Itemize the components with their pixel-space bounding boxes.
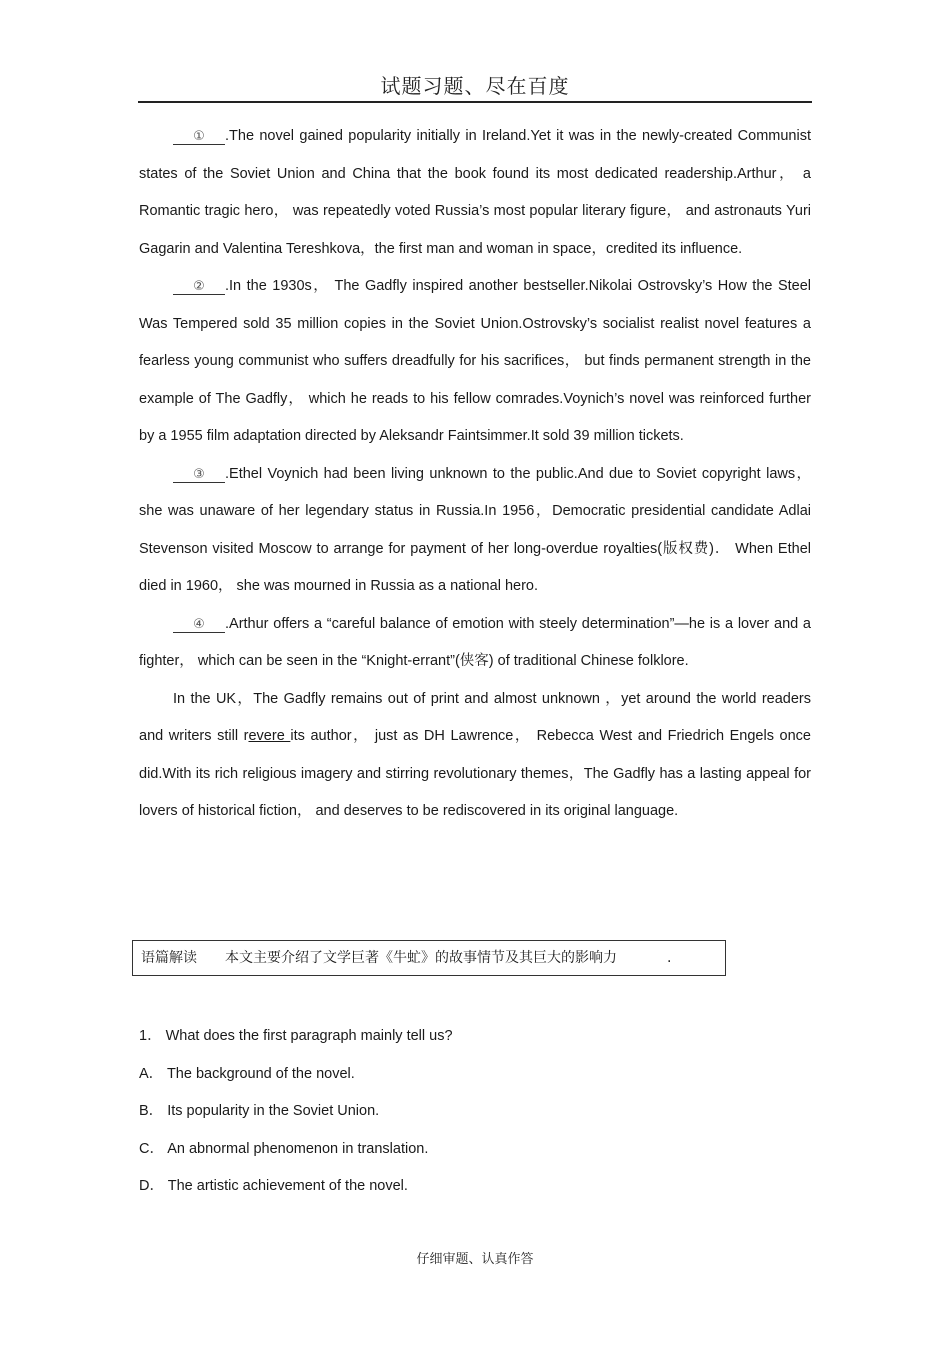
question-block: [139, 1018, 811, 1206]
summary-text: 本文主要介绍了文学巨著《牛虻》的故事情节及其巨大的影响力: [225, 950, 617, 966]
header-divider: [138, 101, 812, 103]
paragraph-2: [139, 268, 811, 456]
page-header-title: 试题习题、尽在百度: [380, 74, 570, 98]
paragraph-2-text: .In the 1930s， The Gadfly inspired another bestseller.Nikolai Ostrovsky’s How the Steel Was Tempered sold 35 million copies in the Soviet Union.Ostrovsky’s socialist realist novel features a fearless young communist who suffers dreadfully for his sacrifices， but finds permanent strength in the example of The Gadfly， which he reads to his fellow comrades.Voynich’s novel was reinforced further by a 1955 film adaptation directed by Aleksandr Faintsimmer.It sold 39 million tickets.: [139, 278, 811, 444]
paragraph-1-text: .The novel gained popularity initially in Ireland.Yet it was in the newly-created Communist states of the Soviet Union and China that the book found its most dedicated readership.Arthur， a Romantic tragic hero， was repeatedly voted Russia’s most popular literary figure， and astronauts Yuri Gagarin and Valentina Tereshkova，the first man and woman in space，credited its influence.: [139, 128, 811, 257]
blank-2[interactable]: ②: [173, 278, 225, 295]
page-footer: 仔细审题、认真作答: [416, 1252, 534, 1267]
summary-end: .: [667, 950, 672, 966]
summary-box: [132, 940, 726, 976]
paragraph-3: [139, 456, 811, 606]
underlined-word: evere: [248, 728, 291, 744]
summary-tag: 语篇解读: [141, 950, 197, 966]
question-stem: 1． What does the first paragraph mainly tell us?: [139, 1028, 453, 1044]
paragraph-4: [139, 606, 811, 681]
article-body: [139, 118, 811, 831]
paragraph-5-text-before: In the UK，The Gadfly remains out of print and almost unknown ，yet around the world readers and writers still r: [139, 690, 811, 744]
paragraph-4-text: .Arthur offers a “careful balance of emotion with steely determination”—he is a lover and a fighter， which can be seen in the “Knight-errant”(侠客) of traditional Chinese folklore.: [139, 615, 811, 669]
paragraph-1: [139, 118, 811, 268]
option-b[interactable]: B． Its popularity in the Soviet Union.: [139, 1103, 380, 1119]
option-a[interactable]: A． The background of the novel.: [139, 1065, 355, 1082]
option-d[interactable]: D． The artistic achievement of the novel.: [139, 1178, 408, 1194]
blank-1[interactable]: ①: [173, 128, 225, 145]
blank-3[interactable]: ③: [173, 466, 225, 483]
paragraph-5: [139, 681, 811, 831]
option-c[interactable]: C． An abnormal phenomenon in translation.: [139, 1140, 429, 1157]
paragraph-5-text-after: its author， just as DH Lawrence， Rebecca West and Friedrich Engels once did.With its rich religious imagery and stirring revolutionary themes，The Gadfly has a lasting appeal for lovers of historical fiction， and deserves to be rediscovered in its original language.: [139, 728, 811, 819]
paragraph-3-text: .Ethel Voynich had been living unknown to the public.And due to Soviet copyright laws，she was unaware of her legendary status in Russia.In 1956，Democratic presidential candidate Adlai Stevenson visited Moscow to arrange for payment of her long-overdue royalties(版权费)． When Ethel died in 1960， she was mourned in Russia as a national hero.: [139, 465, 811, 594]
blank-4[interactable]: ④: [173, 616, 225, 633]
